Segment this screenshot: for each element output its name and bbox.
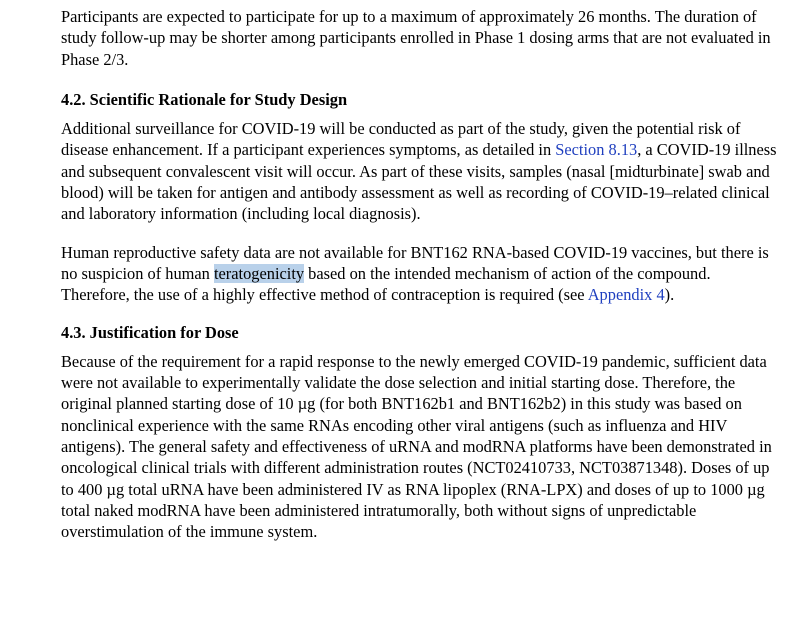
- section-4-2-heading: 4.2. Scientific Rationale for Study Design: [61, 89, 348, 109]
- section-4-2-paragraph-2: [61, 242, 780, 306]
- section-4-3-paragraph: Because of the requirement for a rapid response to the newly emerged COVID-19 pandemic, sufficient data were not available to experimentally validate the dose selection and initial starting dose. Therefore, the original planned starting dose of 10 µg (for both BNT162b1 and BNT162b2) in this study was based on nonclinical experience with the same RNAs encoding other viral antigens (such as influenza and HIV antigens). The general safety and effectiveness of uRNA and modRNA platforms have been demonstrated in oncological clinical trials with different administration routes (NCT02410733, NCT03871348). Doses of up to 400 µg total uRNA have been administered IV as RNA lipoplex (RNA-LPX) and doses of up to 1000 µg total naked modRNA have been administered intratumorally, both without signs of unpredictable overstimulation of the immune system.: [61, 351, 772, 542]
- intro-paragraph: Participants are expected to participate for up to a maximum of approximately 26 months. The duration of study follow-up may be shorter among participants enrolled in Phase 1 dosing arms that are not evaluated in Phase 2/3.: [61, 7, 771, 69]
- appendix-4-link[interactable]: Appendix 4: [587, 285, 665, 305]
- section-8-13-link[interactable]: Section 8.13: [555, 140, 638, 160]
- selected-text-highlight[interactable]: teratogenicity: [213, 263, 305, 283]
- paragraph-text: Additional surveillance for COVID-19 will be conducted as part of the study, given the potential risk of disease enhancement. If a participant experiences symptoms, as detailed in: [61, 119, 741, 160]
- section-4-2-paragraph-1: [61, 118, 780, 224]
- paragraph-text: Human reproductive safety data are not available for BNT162 RNA-based COVID-19 vaccines, but there is no suspicion of human: [61, 242, 769, 283]
- paragraph-text: , a COVID-19 illness and subsequent convalescent visit will occur. As part of these visits, samples (nasal [midturbinate] swab and blood) will be taken for antigen and antibody assessment as well as recording of COVID-19–related clinical and laboratory information (including local diagnosis).: [61, 140, 777, 224]
- paragraph-text: based on the intended mechanism of action of the compound. Therefore, the use of a highly effective method of contraception is required (see: [61, 263, 711, 305]
- paragraph-text: ).: [664, 285, 675, 305]
- section-4-3-heading: 4.3. Justification for Dose: [61, 322, 239, 342]
